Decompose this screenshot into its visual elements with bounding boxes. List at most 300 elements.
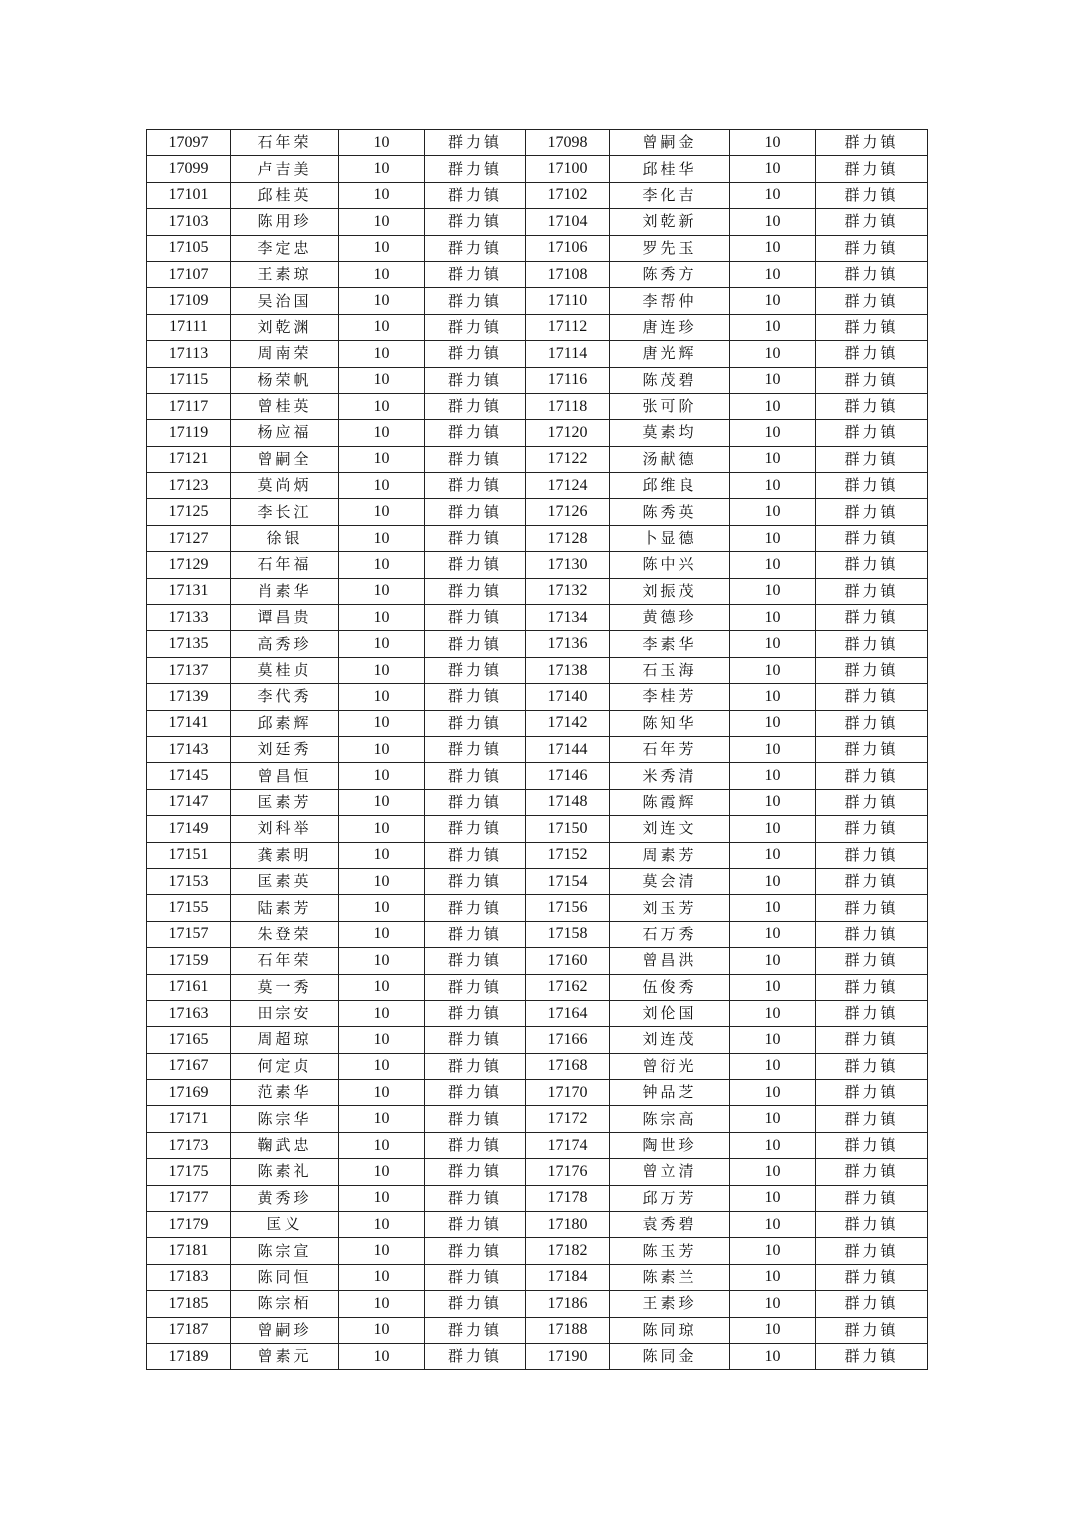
record-id-cell: 17132 bbox=[526, 578, 610, 604]
table-row bbox=[147, 816, 928, 842]
town-name-cell: 群力镇 bbox=[816, 1159, 928, 1185]
amount-cell: 10 bbox=[730, 473, 816, 499]
record-id-cell: 17116 bbox=[526, 367, 610, 393]
person-name-cell: 莫素均 bbox=[610, 420, 730, 446]
table-row bbox=[147, 763, 928, 789]
town-name-cell: 群力镇 bbox=[425, 341, 526, 367]
amount-cell: 10 bbox=[339, 499, 425, 525]
record-id-cell: 17182 bbox=[526, 1238, 610, 1264]
amount-cell: 10 bbox=[730, 631, 816, 657]
record-id-cell: 17108 bbox=[526, 261, 610, 287]
record-id-cell: 17146 bbox=[526, 763, 610, 789]
table-row bbox=[147, 1000, 928, 1026]
record-id-cell: 17104 bbox=[526, 209, 610, 235]
amount-cell: 10 bbox=[730, 1027, 816, 1053]
person-name-cell: 陈素兰 bbox=[610, 1264, 730, 1290]
town-name-cell: 群力镇 bbox=[816, 235, 928, 261]
record-id-cell: 17180 bbox=[526, 1212, 610, 1238]
amount-cell: 10 bbox=[730, 921, 816, 947]
amount-cell: 10 bbox=[730, 789, 816, 815]
record-id-cell: 17143 bbox=[147, 736, 231, 762]
table-row bbox=[147, 1238, 928, 1264]
table-row bbox=[147, 499, 928, 525]
record-id-cell: 17145 bbox=[147, 763, 231, 789]
town-name-cell: 群力镇 bbox=[425, 1212, 526, 1238]
person-name-cell: 龚素明 bbox=[231, 842, 339, 868]
table-row bbox=[147, 974, 928, 1000]
record-id-cell: 17173 bbox=[147, 1132, 231, 1158]
amount-cell: 10 bbox=[339, 1080, 425, 1106]
town-name-cell: 群力镇 bbox=[816, 1212, 928, 1238]
person-name-cell: 刘振茂 bbox=[610, 578, 730, 604]
record-id-cell: 17118 bbox=[526, 393, 610, 419]
person-name-cell: 陈宗高 bbox=[610, 1106, 730, 1132]
person-name-cell: 朱登荣 bbox=[231, 921, 339, 947]
amount-cell: 10 bbox=[339, 974, 425, 1000]
amount-cell: 10 bbox=[339, 578, 425, 604]
town-name-cell: 群力镇 bbox=[425, 130, 526, 156]
record-id-cell: 17136 bbox=[526, 631, 610, 657]
amount-cell: 10 bbox=[730, 763, 816, 789]
town-name-cell: 群力镇 bbox=[425, 948, 526, 974]
amount-cell: 10 bbox=[730, 684, 816, 710]
record-id-cell: 17127 bbox=[147, 525, 231, 551]
table-row bbox=[147, 341, 928, 367]
amount-cell: 10 bbox=[730, 1264, 816, 1290]
person-name-cell: 黄德珍 bbox=[610, 605, 730, 631]
person-name-cell: 高秀珍 bbox=[231, 631, 339, 657]
table-row bbox=[147, 473, 928, 499]
person-name-cell: 石玉海 bbox=[610, 657, 730, 683]
record-id-cell: 17187 bbox=[147, 1317, 231, 1343]
table-row bbox=[147, 1264, 928, 1290]
town-name-cell: 群力镇 bbox=[816, 1185, 928, 1211]
record-id-cell: 17164 bbox=[526, 1000, 610, 1026]
town-name-cell: 群力镇 bbox=[816, 948, 928, 974]
amount-cell: 10 bbox=[339, 1106, 425, 1132]
town-name-cell: 群力镇 bbox=[425, 684, 526, 710]
person-name-cell: 陈中兴 bbox=[610, 552, 730, 578]
person-name-cell: 周南荣 bbox=[231, 341, 339, 367]
person-name-cell: 刘科举 bbox=[231, 816, 339, 842]
record-id-cell: 17149 bbox=[147, 816, 231, 842]
record-id-cell: 17115 bbox=[147, 367, 231, 393]
town-name-cell: 群力镇 bbox=[816, 710, 928, 736]
record-id-cell: 17147 bbox=[147, 789, 231, 815]
amount-cell: 10 bbox=[730, 288, 816, 314]
amount-cell: 10 bbox=[339, 288, 425, 314]
person-name-cell: 陈宗宣 bbox=[231, 1238, 339, 1264]
record-id-cell: 17174 bbox=[526, 1132, 610, 1158]
person-name-cell: 周超琼 bbox=[231, 1027, 339, 1053]
amount-cell: 10 bbox=[730, 1053, 816, 1079]
record-id-cell: 17169 bbox=[147, 1080, 231, 1106]
amount-cell: 10 bbox=[339, 393, 425, 419]
person-name-cell: 米秀清 bbox=[610, 763, 730, 789]
amount-cell: 10 bbox=[730, 182, 816, 208]
amount-cell: 10 bbox=[730, 816, 816, 842]
person-name-cell: 鞠武忠 bbox=[231, 1132, 339, 1158]
town-name-cell: 群力镇 bbox=[425, 261, 526, 287]
record-id-cell: 17101 bbox=[147, 182, 231, 208]
town-name-cell: 群力镇 bbox=[425, 1264, 526, 1290]
town-name-cell: 群力镇 bbox=[816, 842, 928, 868]
amount-cell: 10 bbox=[730, 1185, 816, 1211]
town-name-cell: 群力镇 bbox=[816, 868, 928, 894]
amount-cell: 10 bbox=[339, 552, 425, 578]
record-id-cell: 17153 bbox=[147, 868, 231, 894]
record-id-cell: 17188 bbox=[526, 1317, 610, 1343]
amount-cell: 10 bbox=[730, 341, 816, 367]
record-id-cell: 17106 bbox=[526, 235, 610, 261]
table-row bbox=[147, 314, 928, 340]
amount-cell: 10 bbox=[730, 895, 816, 921]
amount-cell: 10 bbox=[730, 420, 816, 446]
person-name-cell: 莫会清 bbox=[610, 868, 730, 894]
record-id-cell: 17140 bbox=[526, 684, 610, 710]
amount-cell: 10 bbox=[339, 736, 425, 762]
person-name-cell: 周素芳 bbox=[610, 842, 730, 868]
amount-cell: 10 bbox=[730, 446, 816, 472]
table-row bbox=[147, 657, 928, 683]
record-id-cell: 17155 bbox=[147, 895, 231, 921]
town-name-cell: 群力镇 bbox=[425, 446, 526, 472]
person-name-cell: 邱素辉 bbox=[231, 710, 339, 736]
table-row bbox=[147, 156, 928, 182]
town-name-cell: 群力镇 bbox=[425, 314, 526, 340]
person-name-cell: 陈同琼 bbox=[610, 1317, 730, 1343]
person-name-cell: 王素琼 bbox=[231, 261, 339, 287]
person-name-cell: 陈秀英 bbox=[610, 499, 730, 525]
record-id-cell: 17181 bbox=[147, 1238, 231, 1264]
town-name-cell: 群力镇 bbox=[816, 499, 928, 525]
record-id-cell: 17166 bbox=[526, 1027, 610, 1053]
table-row bbox=[147, 1317, 928, 1343]
person-name-cell: 陈霞辉 bbox=[610, 789, 730, 815]
town-name-cell: 群力镇 bbox=[425, 578, 526, 604]
town-name-cell: 群力镇 bbox=[425, 1132, 526, 1158]
amount-cell: 10 bbox=[730, 657, 816, 683]
amount-cell: 10 bbox=[730, 156, 816, 182]
town-name-cell: 群力镇 bbox=[425, 1027, 526, 1053]
town-name-cell: 群力镇 bbox=[816, 736, 928, 762]
amount-cell: 10 bbox=[339, 921, 425, 947]
person-name-cell: 匡素英 bbox=[231, 868, 339, 894]
person-name-cell: 范素华 bbox=[231, 1080, 339, 1106]
record-id-cell: 17129 bbox=[147, 552, 231, 578]
amount-cell: 10 bbox=[339, 1185, 425, 1211]
person-name-cell: 陈同恒 bbox=[231, 1264, 339, 1290]
record-id-cell: 17162 bbox=[526, 974, 610, 1000]
amount-cell: 10 bbox=[730, 367, 816, 393]
amount-cell: 10 bbox=[339, 1264, 425, 1290]
record-id-cell: 17111 bbox=[147, 314, 231, 340]
amount-cell: 10 bbox=[339, 1343, 425, 1369]
record-id-cell: 17141 bbox=[147, 710, 231, 736]
town-name-cell: 群力镇 bbox=[425, 156, 526, 182]
person-name-cell: 陆素芳 bbox=[231, 895, 339, 921]
amount-cell: 10 bbox=[730, 974, 816, 1000]
town-name-cell: 群力镇 bbox=[425, 763, 526, 789]
table-row bbox=[147, 1132, 928, 1158]
person-name-cell: 李桂芳 bbox=[610, 684, 730, 710]
record-id-cell: 17135 bbox=[147, 631, 231, 657]
record-id-cell: 17099 bbox=[147, 156, 231, 182]
person-name-cell: 陈秀方 bbox=[610, 261, 730, 287]
town-name-cell: 群力镇 bbox=[816, 816, 928, 842]
town-name-cell: 群力镇 bbox=[425, 631, 526, 657]
amount-cell: 10 bbox=[730, 130, 816, 156]
town-name-cell: 群力镇 bbox=[816, 261, 928, 287]
amount-cell: 10 bbox=[730, 1000, 816, 1026]
town-name-cell: 群力镇 bbox=[425, 789, 526, 815]
person-name-cell: 钟品芝 bbox=[610, 1080, 730, 1106]
record-id-cell: 17170 bbox=[526, 1080, 610, 1106]
person-name-cell: 肖素华 bbox=[231, 578, 339, 604]
person-name-cell: 石年福 bbox=[231, 552, 339, 578]
person-name-cell: 陈素礼 bbox=[231, 1159, 339, 1185]
amount-cell: 10 bbox=[339, 1132, 425, 1158]
amount-cell: 10 bbox=[730, 1317, 816, 1343]
record-id-cell: 17114 bbox=[526, 341, 610, 367]
amount-cell: 10 bbox=[730, 209, 816, 235]
record-id-cell: 17112 bbox=[526, 314, 610, 340]
table-row bbox=[147, 367, 928, 393]
person-name-cell: 黄秀珍 bbox=[231, 1185, 339, 1211]
record-id-cell: 17183 bbox=[147, 1264, 231, 1290]
record-id-cell: 17177 bbox=[147, 1185, 231, 1211]
person-name-cell: 刘伦国 bbox=[610, 1000, 730, 1026]
town-name-cell: 群力镇 bbox=[816, 156, 928, 182]
amount-cell: 10 bbox=[339, 446, 425, 472]
record-id-cell: 17160 bbox=[526, 948, 610, 974]
amount-cell: 10 bbox=[339, 1317, 425, 1343]
amount-cell: 10 bbox=[339, 631, 425, 657]
person-name-cell: 莫尚炳 bbox=[231, 473, 339, 499]
town-name-cell: 群力镇 bbox=[425, 1291, 526, 1317]
amount-cell: 10 bbox=[339, 895, 425, 921]
record-id-cell: 17189 bbox=[147, 1343, 231, 1369]
town-name-cell: 群力镇 bbox=[425, 657, 526, 683]
person-name-cell: 李定忠 bbox=[231, 235, 339, 261]
amount-cell: 10 bbox=[730, 868, 816, 894]
town-name-cell: 群力镇 bbox=[816, 1027, 928, 1053]
person-name-cell: 曾昌洪 bbox=[610, 948, 730, 974]
record-id-cell: 17156 bbox=[526, 895, 610, 921]
town-name-cell: 群力镇 bbox=[425, 499, 526, 525]
amount-cell: 10 bbox=[730, 499, 816, 525]
person-name-cell: 陈宗华 bbox=[231, 1106, 339, 1132]
record-id-cell: 17154 bbox=[526, 868, 610, 894]
town-name-cell: 群力镇 bbox=[425, 182, 526, 208]
town-name-cell: 群力镇 bbox=[816, 1080, 928, 1106]
person-name-cell: 石年荣 bbox=[231, 130, 339, 156]
amount-cell: 10 bbox=[339, 525, 425, 551]
town-name-cell: 群力镇 bbox=[816, 473, 928, 499]
person-name-cell: 汤献德 bbox=[610, 446, 730, 472]
amount-cell: 10 bbox=[339, 710, 425, 736]
record-id-cell: 17185 bbox=[147, 1291, 231, 1317]
person-name-cell: 陈茂碧 bbox=[610, 367, 730, 393]
amount-cell: 10 bbox=[339, 182, 425, 208]
table-row bbox=[147, 209, 928, 235]
town-name-cell: 群力镇 bbox=[425, 736, 526, 762]
record-id-cell: 17113 bbox=[147, 341, 231, 367]
record-id-cell: 17122 bbox=[526, 446, 610, 472]
amount-cell: 10 bbox=[730, 393, 816, 419]
person-name-cell: 刘廷秀 bbox=[231, 736, 339, 762]
record-id-cell: 17161 bbox=[147, 974, 231, 1000]
person-name-cell: 袁秀碧 bbox=[610, 1212, 730, 1238]
town-name-cell: 群力镇 bbox=[816, 1291, 928, 1317]
person-name-cell: 张可阶 bbox=[610, 393, 730, 419]
person-name-cell: 吴治国 bbox=[231, 288, 339, 314]
person-name-cell: 曾衍光 bbox=[610, 1053, 730, 1079]
person-name-cell: 杨荣帆 bbox=[231, 367, 339, 393]
record-id-cell: 17124 bbox=[526, 473, 610, 499]
table-row bbox=[147, 736, 928, 762]
amount-cell: 10 bbox=[339, 1159, 425, 1185]
person-name-cell: 邱万芳 bbox=[610, 1185, 730, 1211]
amount-cell: 10 bbox=[339, 209, 425, 235]
record-id-cell: 17137 bbox=[147, 657, 231, 683]
town-name-cell: 群力镇 bbox=[816, 552, 928, 578]
town-name-cell: 群力镇 bbox=[425, 209, 526, 235]
town-name-cell: 群力镇 bbox=[816, 789, 928, 815]
record-id-cell: 17186 bbox=[526, 1291, 610, 1317]
amount-cell: 10 bbox=[339, 314, 425, 340]
amount-cell: 10 bbox=[730, 710, 816, 736]
table-row bbox=[147, 393, 928, 419]
table-row bbox=[147, 605, 928, 631]
town-name-cell: 群力镇 bbox=[816, 763, 928, 789]
town-name-cell: 群力镇 bbox=[816, 1106, 928, 1132]
person-name-cell: 徐银 bbox=[231, 525, 339, 551]
person-name-cell: 陈知华 bbox=[610, 710, 730, 736]
table-row bbox=[147, 789, 928, 815]
town-name-cell: 群力镇 bbox=[816, 684, 928, 710]
record-id-cell: 17110 bbox=[526, 288, 610, 314]
amount-cell: 10 bbox=[730, 1238, 816, 1264]
person-name-cell: 曾嗣全 bbox=[231, 446, 339, 472]
person-name-cell: 曾昌恒 bbox=[231, 763, 339, 789]
record-id-cell: 17098 bbox=[526, 130, 610, 156]
table-row bbox=[147, 525, 928, 551]
town-name-cell: 群力镇 bbox=[816, 1238, 928, 1264]
record-id-cell: 17159 bbox=[147, 948, 231, 974]
record-id-cell: 17190 bbox=[526, 1343, 610, 1369]
record-id-cell: 17102 bbox=[526, 182, 610, 208]
town-name-cell: 群力镇 bbox=[816, 1264, 928, 1290]
record-id-cell: 17150 bbox=[526, 816, 610, 842]
record-id-cell: 17117 bbox=[147, 393, 231, 419]
person-name-cell: 谭昌贵 bbox=[231, 605, 339, 631]
record-id-cell: 17157 bbox=[147, 921, 231, 947]
record-id-cell: 17168 bbox=[526, 1053, 610, 1079]
town-name-cell: 群力镇 bbox=[816, 446, 928, 472]
record-id-cell: 17134 bbox=[526, 605, 610, 631]
record-id-cell: 17100 bbox=[526, 156, 610, 182]
record-id-cell: 17119 bbox=[147, 420, 231, 446]
roster-table-body bbox=[147, 130, 928, 1370]
record-id-cell: 17123 bbox=[147, 473, 231, 499]
table-row bbox=[147, 684, 928, 710]
person-name-cell: 卢吉美 bbox=[231, 156, 339, 182]
person-name-cell: 石年荣 bbox=[231, 948, 339, 974]
person-name-cell: 李化吉 bbox=[610, 182, 730, 208]
town-name-cell: 群力镇 bbox=[425, 1343, 526, 1369]
record-id-cell: 17107 bbox=[147, 261, 231, 287]
town-name-cell: 群力镇 bbox=[425, 895, 526, 921]
record-id-cell: 17126 bbox=[526, 499, 610, 525]
record-id-cell: 17138 bbox=[526, 657, 610, 683]
town-name-cell: 群力镇 bbox=[425, 1185, 526, 1211]
record-id-cell: 17144 bbox=[526, 736, 610, 762]
table-row bbox=[147, 1185, 928, 1211]
amount-cell: 10 bbox=[730, 842, 816, 868]
table-row bbox=[147, 130, 928, 156]
table-row bbox=[147, 1106, 928, 1132]
person-name-cell: 何定贞 bbox=[231, 1053, 339, 1079]
town-name-cell: 群力镇 bbox=[816, 1053, 928, 1079]
town-name-cell: 群力镇 bbox=[425, 1159, 526, 1185]
table-row bbox=[147, 578, 928, 604]
town-name-cell: 群力镇 bbox=[816, 209, 928, 235]
record-id-cell: 17148 bbox=[526, 789, 610, 815]
person-name-cell: 刘乾渊 bbox=[231, 314, 339, 340]
record-id-cell: 17167 bbox=[147, 1053, 231, 1079]
person-name-cell: 匡素芳 bbox=[231, 789, 339, 815]
person-name-cell: 曾嗣珍 bbox=[231, 1317, 339, 1343]
town-name-cell: 群力镇 bbox=[425, 420, 526, 446]
person-name-cell: 邱桂华 bbox=[610, 156, 730, 182]
record-id-cell: 17178 bbox=[526, 1185, 610, 1211]
person-name-cell: 李代秀 bbox=[231, 684, 339, 710]
amount-cell: 10 bbox=[730, 552, 816, 578]
town-name-cell: 群力镇 bbox=[816, 182, 928, 208]
record-id-cell: 17151 bbox=[147, 842, 231, 868]
amount-cell: 10 bbox=[730, 1132, 816, 1158]
record-id-cell: 17171 bbox=[147, 1106, 231, 1132]
town-name-cell: 群力镇 bbox=[425, 1238, 526, 1264]
town-name-cell: 群力镇 bbox=[816, 341, 928, 367]
person-name-cell: 唐光辉 bbox=[610, 341, 730, 367]
table-row bbox=[147, 1053, 928, 1079]
record-id-cell: 17121 bbox=[147, 446, 231, 472]
record-id-cell: 17165 bbox=[147, 1027, 231, 1053]
person-name-cell: 石万秀 bbox=[610, 921, 730, 947]
person-name-cell: 刘连文 bbox=[610, 816, 730, 842]
amount-cell: 10 bbox=[339, 948, 425, 974]
amount-cell: 10 bbox=[730, 1159, 816, 1185]
amount-cell: 10 bbox=[339, 235, 425, 261]
town-name-cell: 群力镇 bbox=[816, 605, 928, 631]
amount-cell: 10 bbox=[339, 763, 425, 789]
person-name-cell: 田宗安 bbox=[231, 1000, 339, 1026]
amount-cell: 10 bbox=[339, 1053, 425, 1079]
person-name-cell: 李长江 bbox=[231, 499, 339, 525]
amount-cell: 10 bbox=[339, 816, 425, 842]
person-name-cell: 莫一秀 bbox=[231, 974, 339, 1000]
amount-cell: 10 bbox=[339, 156, 425, 182]
amount-cell: 10 bbox=[339, 473, 425, 499]
table-row bbox=[147, 631, 928, 657]
record-id-cell: 17172 bbox=[526, 1106, 610, 1132]
person-name-cell: 王素珍 bbox=[610, 1291, 730, 1317]
amount-cell: 10 bbox=[339, 605, 425, 631]
amount-cell: 10 bbox=[339, 130, 425, 156]
person-name-cell: 刘连茂 bbox=[610, 1027, 730, 1053]
